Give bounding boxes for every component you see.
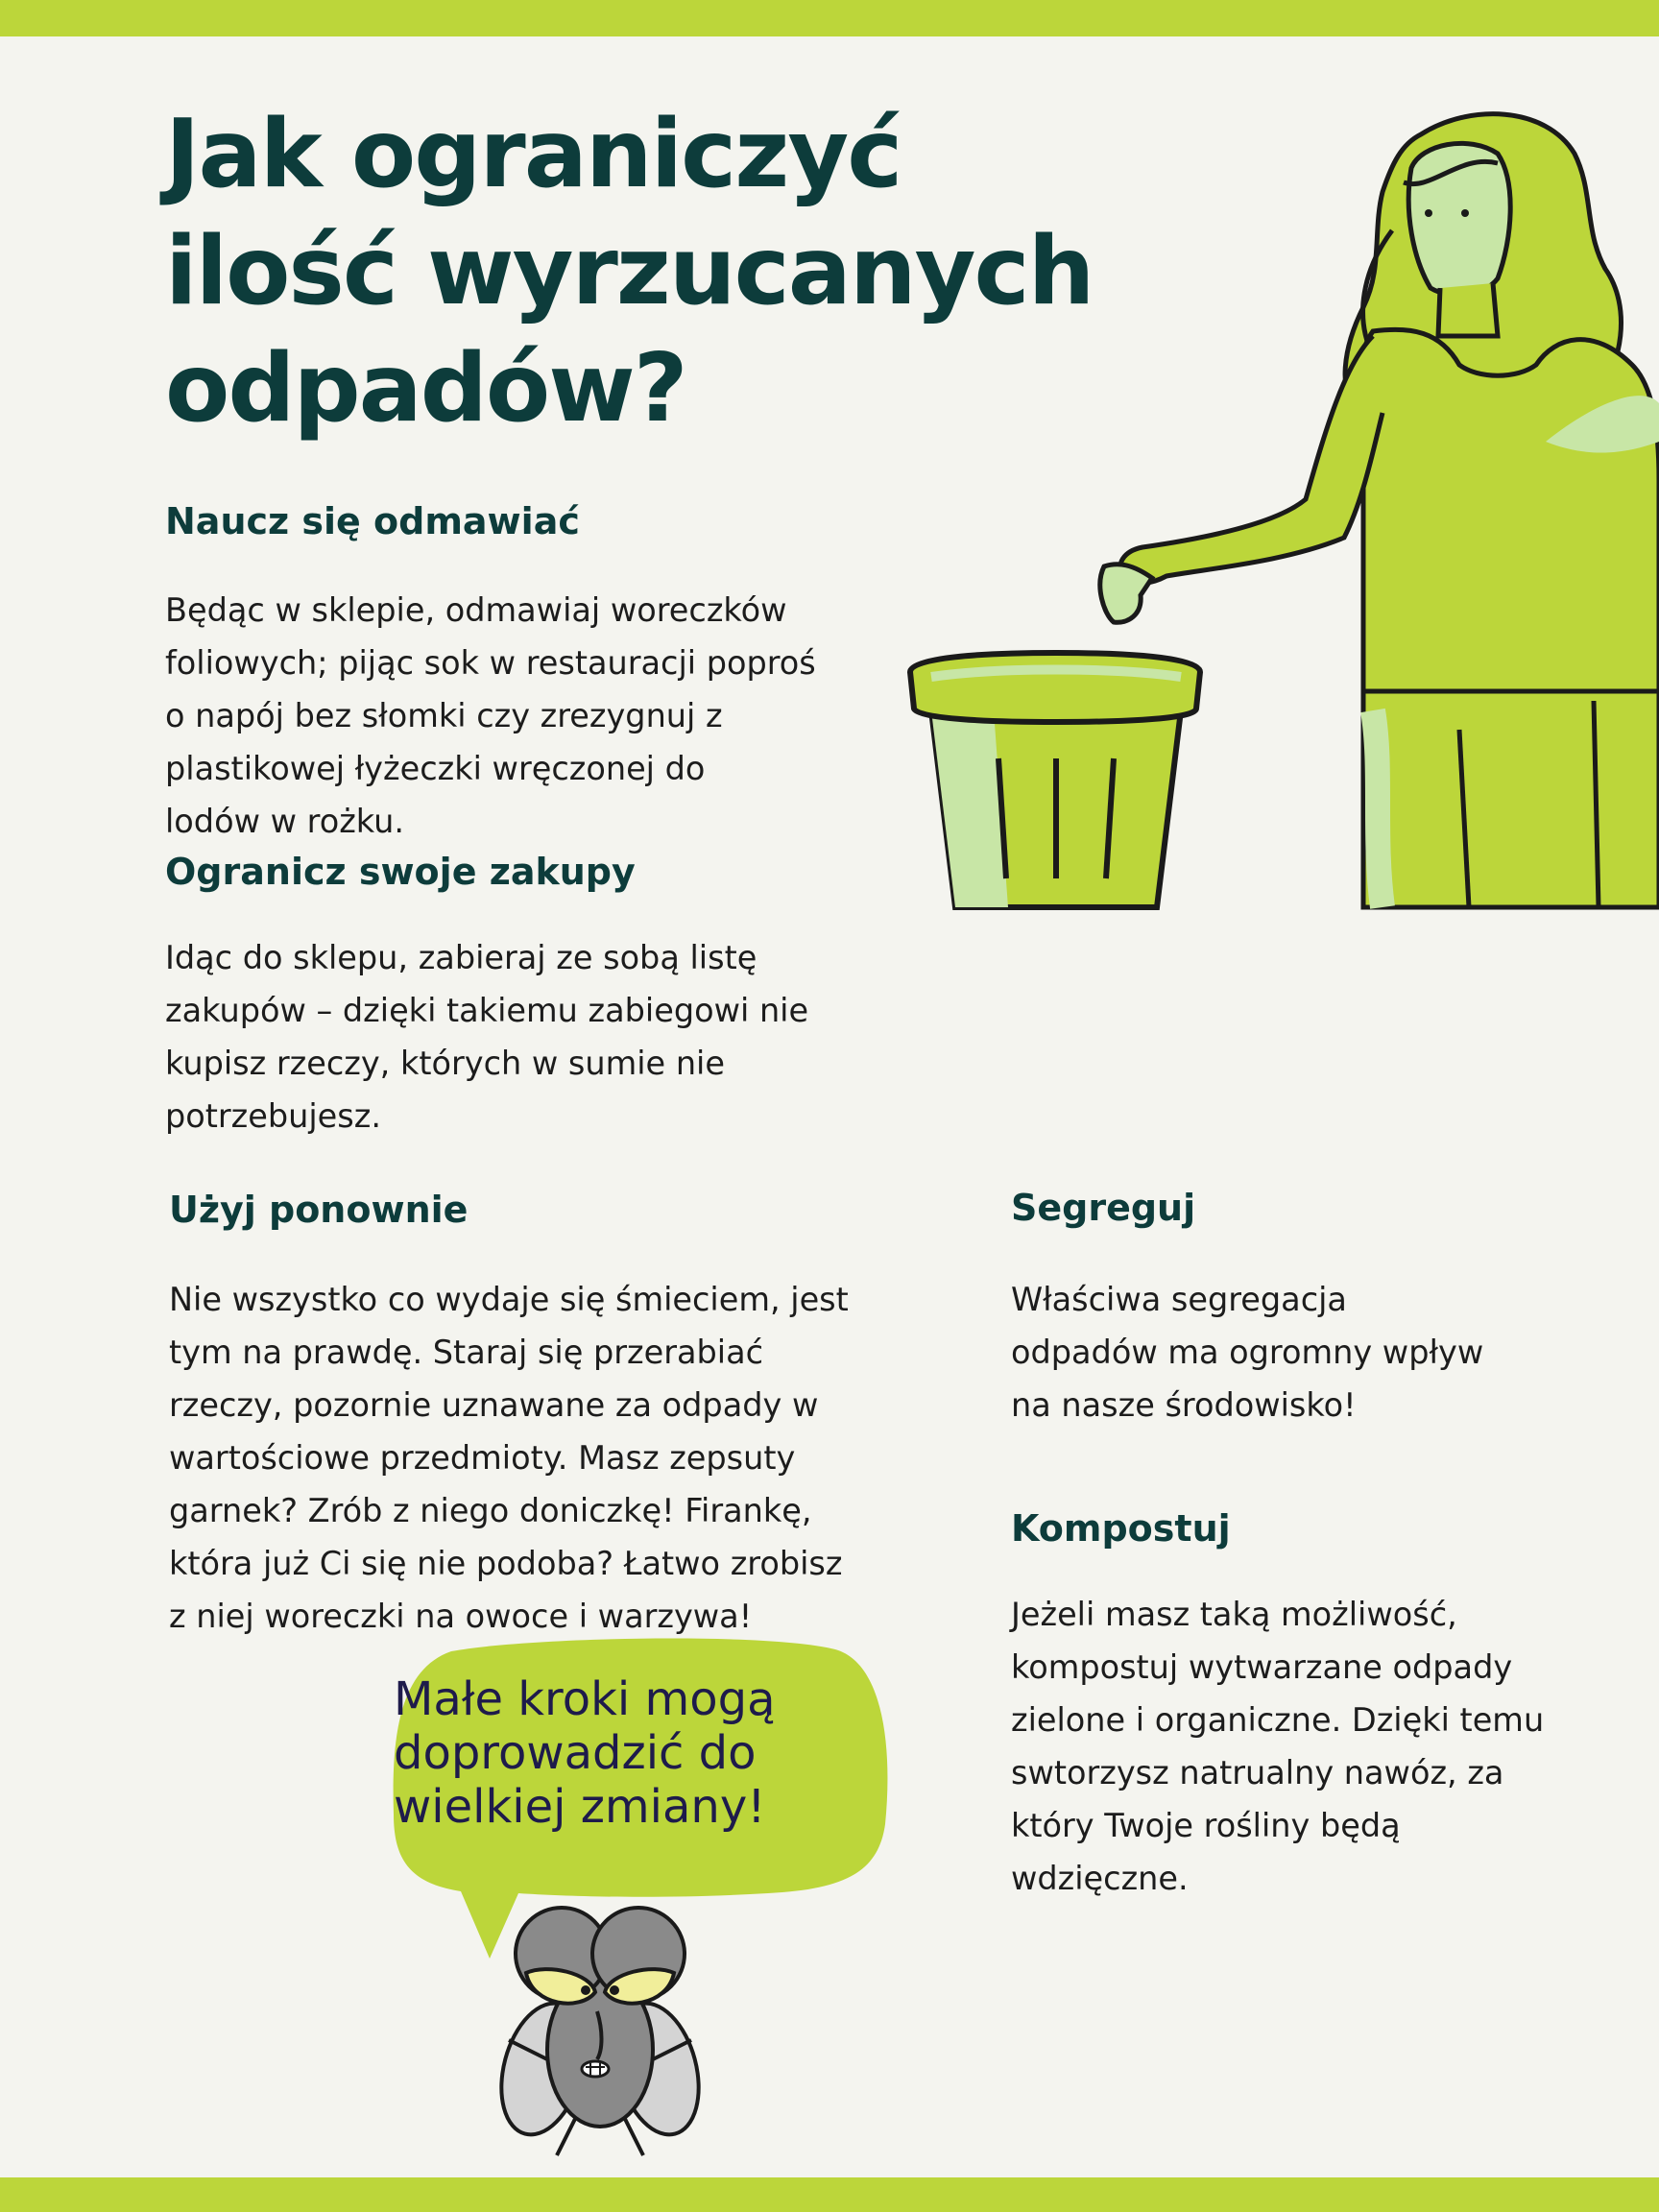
section-heading: Użyj ponownie [169, 1189, 469, 1231]
top-accent-bar [0, 0, 1659, 36]
fly-illustration [490, 1896, 710, 2203]
section-heading: Naucz się odmawiać [165, 500, 580, 542]
title-line: ilość wyrzucanych [165, 217, 1094, 326]
body-line: garnek? Zrób z niego doniczkę! Firankę, [169, 1492, 812, 1529]
body-line: rzeczy, pozornie uznawane za odpady w [169, 1386, 819, 1424]
body-line: zielone i organiczne. Dzięki temu [1011, 1701, 1545, 1739]
body-line: Właściwa segregacja [1011, 1281, 1347, 1318]
body-line: z niej woreczki na owoce i warzywa! [169, 1598, 753, 1635]
body-line: o napój bez słomki czy zrezygnuj z [165, 697, 723, 734]
section-body [169, 1273, 956, 1643]
body-line: kupisz rzeczy, których w sumie nie [165, 1045, 725, 1082]
section-compost [1011, 1504, 1645, 1905]
body-line: foliowych; pijąc sok w restauracji poproś [165, 644, 816, 682]
body-line: zakupów – dzięki takiemu zabiegowi nie [165, 992, 809, 1029]
body-line: na nasze środowisko! [1011, 1386, 1357, 1424]
bubble-line: Małe kroki mogą [394, 1672, 776, 1726]
body-line: odpadów ma ogromny wpływ [1011, 1334, 1484, 1371]
body-line: Idąc do sklepu, zabieraj ze sobą listę [165, 939, 757, 976]
body-line: lodów w rożku. [165, 803, 405, 840]
section-body [165, 931, 933, 1142]
bubble-line: doprowadzić do [394, 1726, 757, 1780]
body-line: Jeżeli masz taką możliwość, [1011, 1596, 1457, 1633]
body-line: wartościowe przedmioty. Masz zepsuty [169, 1439, 796, 1477]
body-line: potrzebujesz. [165, 1097, 381, 1135]
trash-piece [1100, 565, 1152, 623]
torso-shape [1358, 329, 1659, 691]
section-body [1011, 1273, 1645, 1431]
bottom-accent-bar [0, 2177, 1659, 2212]
body-line: Nie wszystko co wydaje się śmieciem, jest [169, 1281, 849, 1318]
section-body [165, 584, 933, 848]
body-line: który Twoje rośliny będą [1011, 1807, 1401, 1844]
section-heading: Segreguj [1011, 1187, 1196, 1229]
section-heading: Ogranicz swoje zakupy [165, 851, 636, 893]
trash-bin-icon [902, 643, 1210, 922]
bubble-line: wielkiej zmiany! [394, 1780, 766, 1834]
section-limit-shopping [165, 848, 933, 1142]
body-line: wdzięczne. [1011, 1860, 1189, 1897]
title-line: Jak ograniczyć [165, 100, 902, 209]
section-segregate [1011, 1184, 1645, 1431]
body-line: plastikowej łyżeczki wręczonej do [165, 750, 706, 787]
section-reuse [169, 1186, 956, 1643]
pants-shape [1363, 691, 1659, 907]
section-heading: Kompostuj [1011, 1507, 1231, 1550]
section-body [1011, 1588, 1645, 1905]
body-line: kompostuj wytwarzane odpady [1011, 1648, 1513, 1686]
body-line: Będąc w sklepie, odmawiaj woreczków [165, 591, 787, 629]
title-line: odpadów? [165, 334, 686, 444]
bubble-text [394, 1672, 874, 1834]
body-line: która już Ci się nie podoba? Łatwo zrobisz [169, 1545, 843, 1582]
body-line: tym na prawdę. Staraj się przerabiać [169, 1334, 764, 1371]
section-refuse [165, 497, 933, 848]
body-line: swtorzysz natrualny nawóz, za [1011, 1754, 1504, 1791]
